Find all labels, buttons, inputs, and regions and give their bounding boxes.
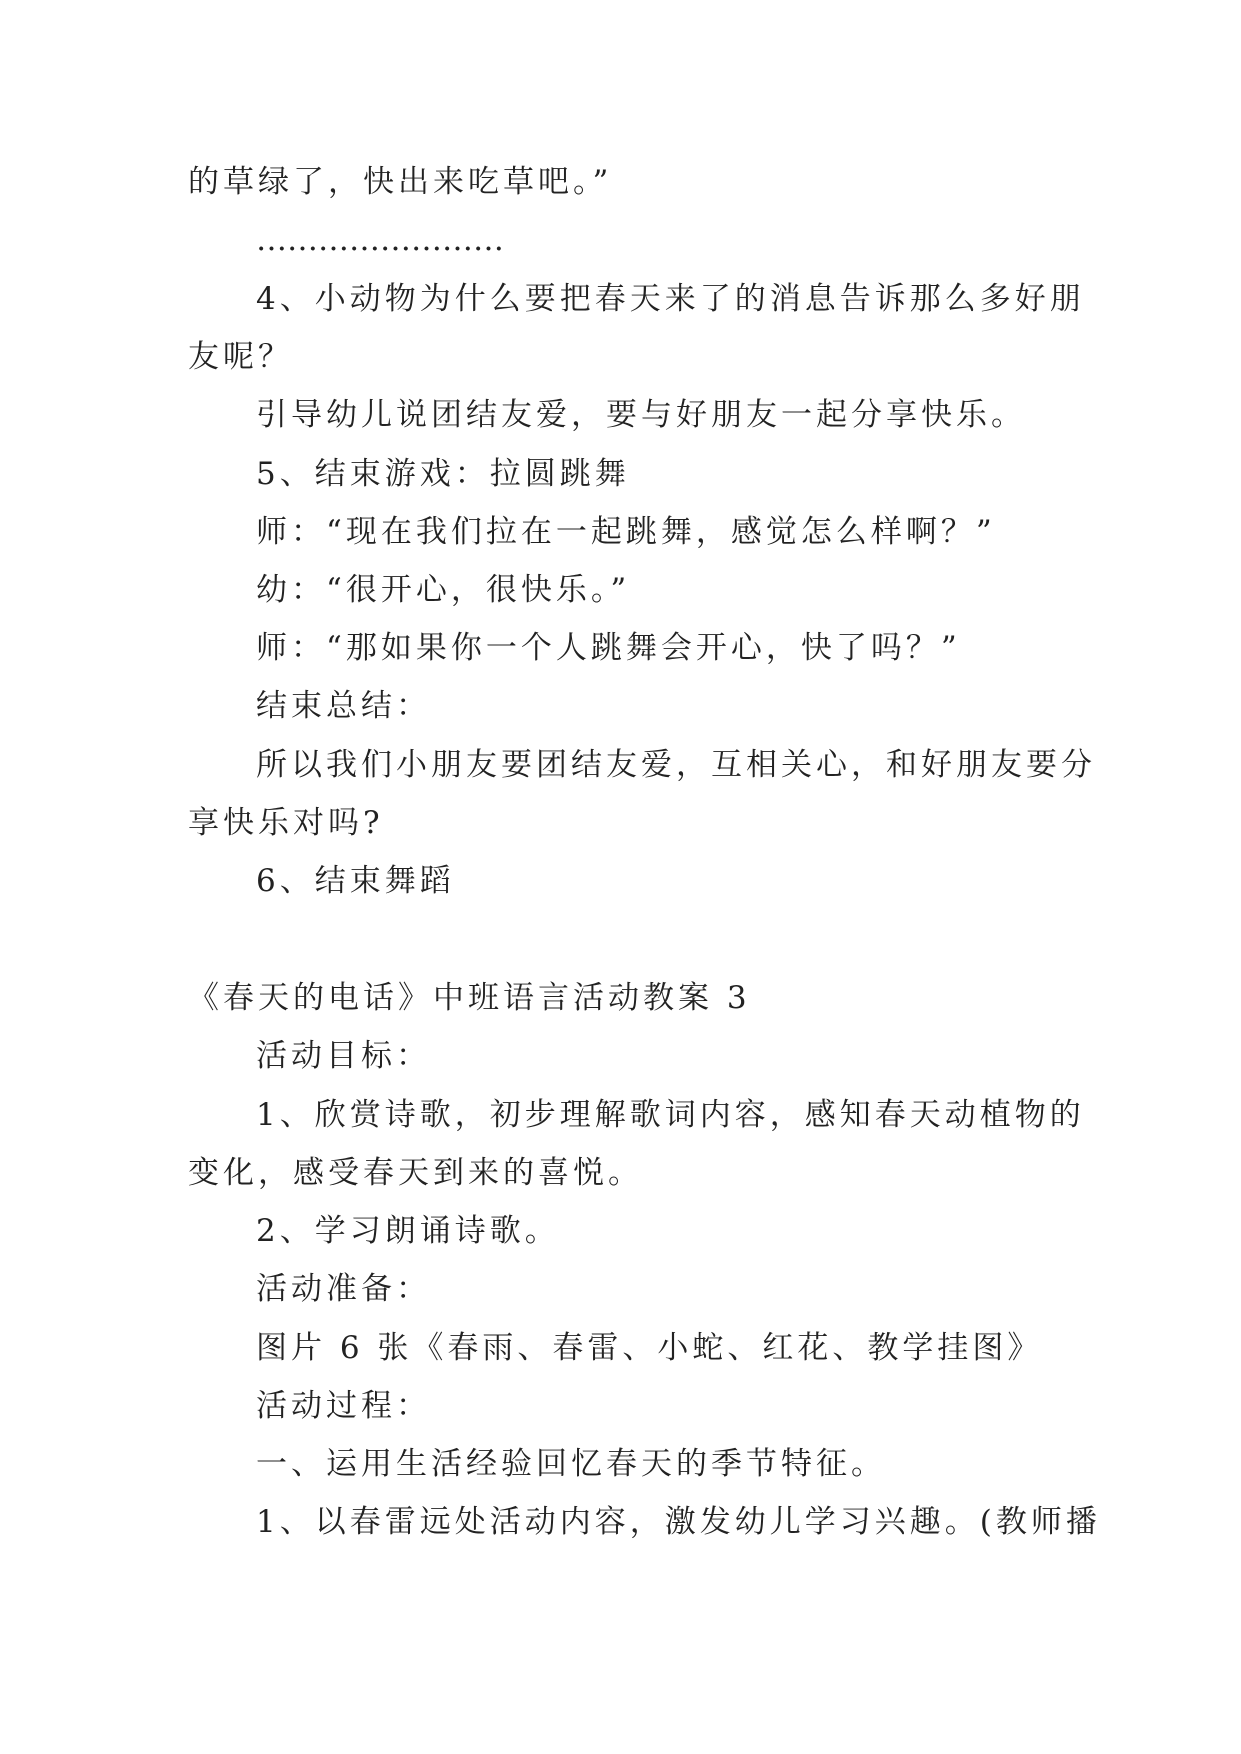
text-line: 师：“那如果你一个人跳舞会开心，快了吗？” [256,630,961,666]
text-line: 幼：“很开心，很快乐。” [256,572,631,608]
text-line: 变化，感受春天到来的喜悦。 [188,1155,643,1191]
text-line: 活动目标： [256,1038,431,1074]
text-line: 1、欣赏诗歌，初步理解歌词内容，感知春天动植物的 [256,1097,1085,1133]
text-line: 引导幼儿说团结友爱，要与好朋友一起分享快乐。 [256,397,1026,433]
text-line: 友呢？ [188,339,293,375]
text-line: 6、结束舞蹈 [256,863,455,899]
text-line: 一、运用生活经验回忆春天的季节特征。 [256,1446,886,1482]
text-line: 图片 6 张《春雨、春雷、小蛇、红花、教学挂图》 [256,1330,1043,1366]
text-line: 活动过程： [256,1388,431,1424]
ellipsis-line: …………………… [256,222,504,258]
text-line: 4、小动物为什么要把春天来了的消息告诉那么多好朋 [256,281,1085,317]
text-line: 所以我们小朋友要团结友爱，互相关心，和好朋友要分 [256,747,1096,783]
text-line: 5、结束游戏：拉圆跳舞 [256,456,630,492]
text-line: 活动准备： [256,1271,431,1307]
text-line: 享快乐对吗? [188,805,384,841]
text-line: 2、学习朗诵诗歌。 [256,1213,560,1249]
section-title: 《春天的电话》中班语言活动教案 3 [188,980,751,1016]
text-line: 1、以春雷远处活动内容，激发幼儿学习兴趣。(教师播 [256,1504,1101,1540]
text-line: 的草绿了，快出来吃草吧。” [188,164,613,200]
text-line: 结束总结： [256,688,431,724]
text-line: 师：“现在我们拉在一起跳舞，感觉怎么样啊？” [256,514,996,550]
